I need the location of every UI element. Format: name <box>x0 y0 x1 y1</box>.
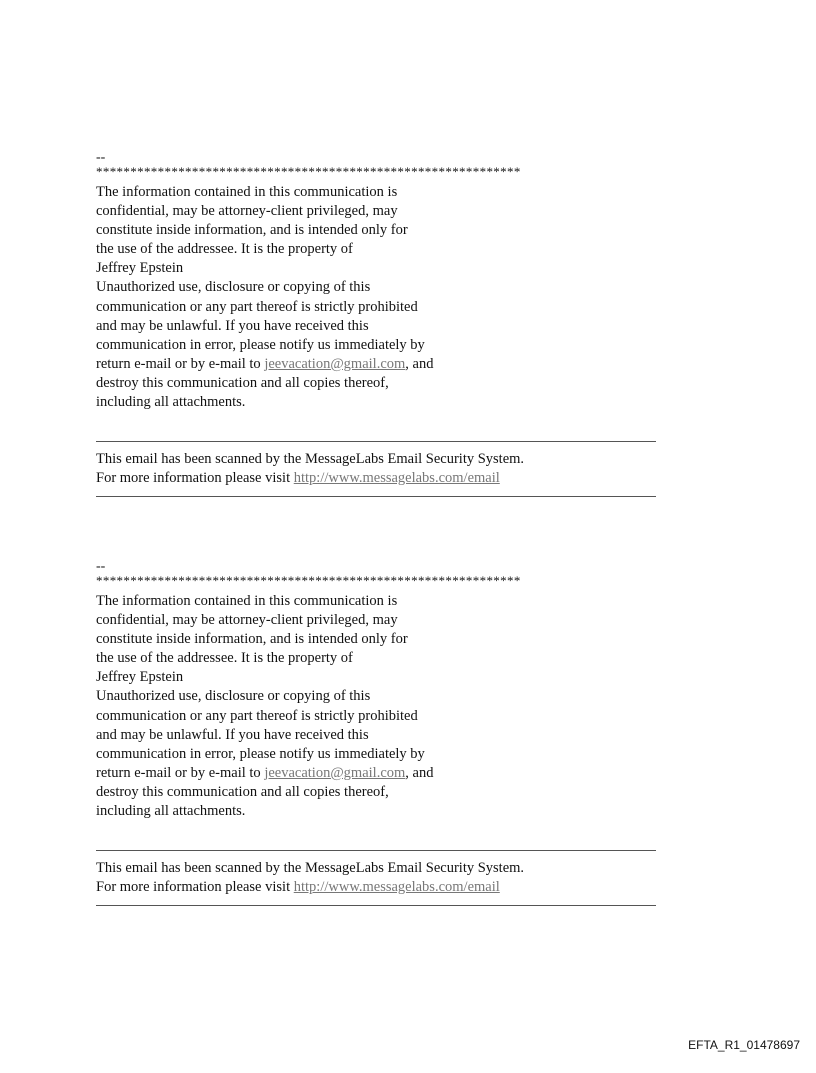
disclaimer-line: The information contained in this communication is <box>96 184 398 200</box>
email-link[interactable]: jeevacation@gmail.com <box>264 764 406 781</box>
scan-notice-info-line <box>96 469 656 488</box>
disclaimer-notify-line <box>96 764 656 783</box>
disclaimer-line: including all attachments. <box>96 394 246 411</box>
disclaimer-line: Jeffrey Epstein <box>96 669 184 686</box>
info-prefix: For more information please visit <box>96 470 294 487</box>
email-signature-block-2 <box>96 559 656 906</box>
disclaimer-line: and may be unlawful. If you have received this <box>96 726 369 743</box>
messagelabs-link[interactable]: http://www.messagelabs.com/email <box>293 470 500 487</box>
notify-suffix: , and <box>405 355 434 372</box>
disclaimer-line: Jeffrey Epstein <box>96 260 184 277</box>
scan-notice-info-line <box>96 878 656 897</box>
signature-stars: ************************************************************** <box>96 165 521 179</box>
notify-prefix: return e-mail or by e-mail to <box>96 355 265 372</box>
disclaimer-line: communication or any part thereof is strictly prohibited <box>96 298 418 315</box>
confidentiality-disclaimer <box>96 183 656 412</box>
disclaimer-line: confidential, may be attorney-client privileged, may <box>96 203 398 220</box>
disclaimer-line: The information contained in this communication is <box>96 593 398 609</box>
disclaimer-line: destroy this communication and all copies thereof, <box>96 783 389 800</box>
notify-suffix: , and <box>405 764 434 781</box>
document-id: EFTA_R1_01478697 <box>688 1038 800 1052</box>
disclaimer-line: communication in error, please notify us immediately by <box>96 336 425 353</box>
disclaimer-line: destroy this communication and all copies thereof, <box>96 374 389 391</box>
disclaimer-line: confidential, may be attorney-client privileged, may <box>96 612 398 629</box>
scan-notice-text <box>96 851 656 905</box>
disclaimer-line: constitute inside information, and is intended only for <box>96 222 408 239</box>
scan-notice-line: This email has been scanned by the MessageLabs Email Security System. <box>96 451 525 468</box>
disclaimer-line: Unauthorized use, disclosure or copying of this <box>96 279 371 296</box>
disclaimer-line: communication in error, please notify us immediately by <box>96 745 425 762</box>
scan-notice <box>96 850 656 906</box>
disclaimer-line: the use of the addressee. It is the property of <box>96 650 353 667</box>
signature-dash: -- <box>96 150 106 165</box>
scan-notice-text <box>96 442 656 496</box>
signature-stars: ************************************************************** <box>96 574 521 588</box>
disclaimer-line: the use of the addressee. It is the property of <box>96 241 353 258</box>
notify-prefix: return e-mail or by e-mail to <box>96 764 265 781</box>
disclaimer-notify-line <box>96 355 656 374</box>
disclaimer-line: including all attachments. <box>96 803 246 820</box>
messagelabs-link[interactable]: http://www.messagelabs.com/email <box>293 879 500 896</box>
confidentiality-disclaimer <box>96 592 656 821</box>
signature-dash: -- <box>96 559 106 574</box>
disclaimer-line: communication or any part thereof is strictly prohibited <box>96 707 418 724</box>
disclaimer-line: constitute inside information, and is intended only for <box>96 631 408 648</box>
info-prefix: For more information please visit <box>96 879 294 896</box>
email-signature-block-1 <box>96 150 656 497</box>
scan-notice-line: This email has been scanned by the MessageLabs Email Security System. <box>96 860 525 877</box>
disclaimer-line: and may be unlawful. If you have received this <box>96 317 369 334</box>
disclaimer-line: Unauthorized use, disclosure or copying of this <box>96 688 371 705</box>
divider <box>96 905 656 906</box>
divider <box>96 496 656 497</box>
scan-notice <box>96 441 656 497</box>
email-link[interactable]: jeevacation@gmail.com <box>264 355 406 372</box>
